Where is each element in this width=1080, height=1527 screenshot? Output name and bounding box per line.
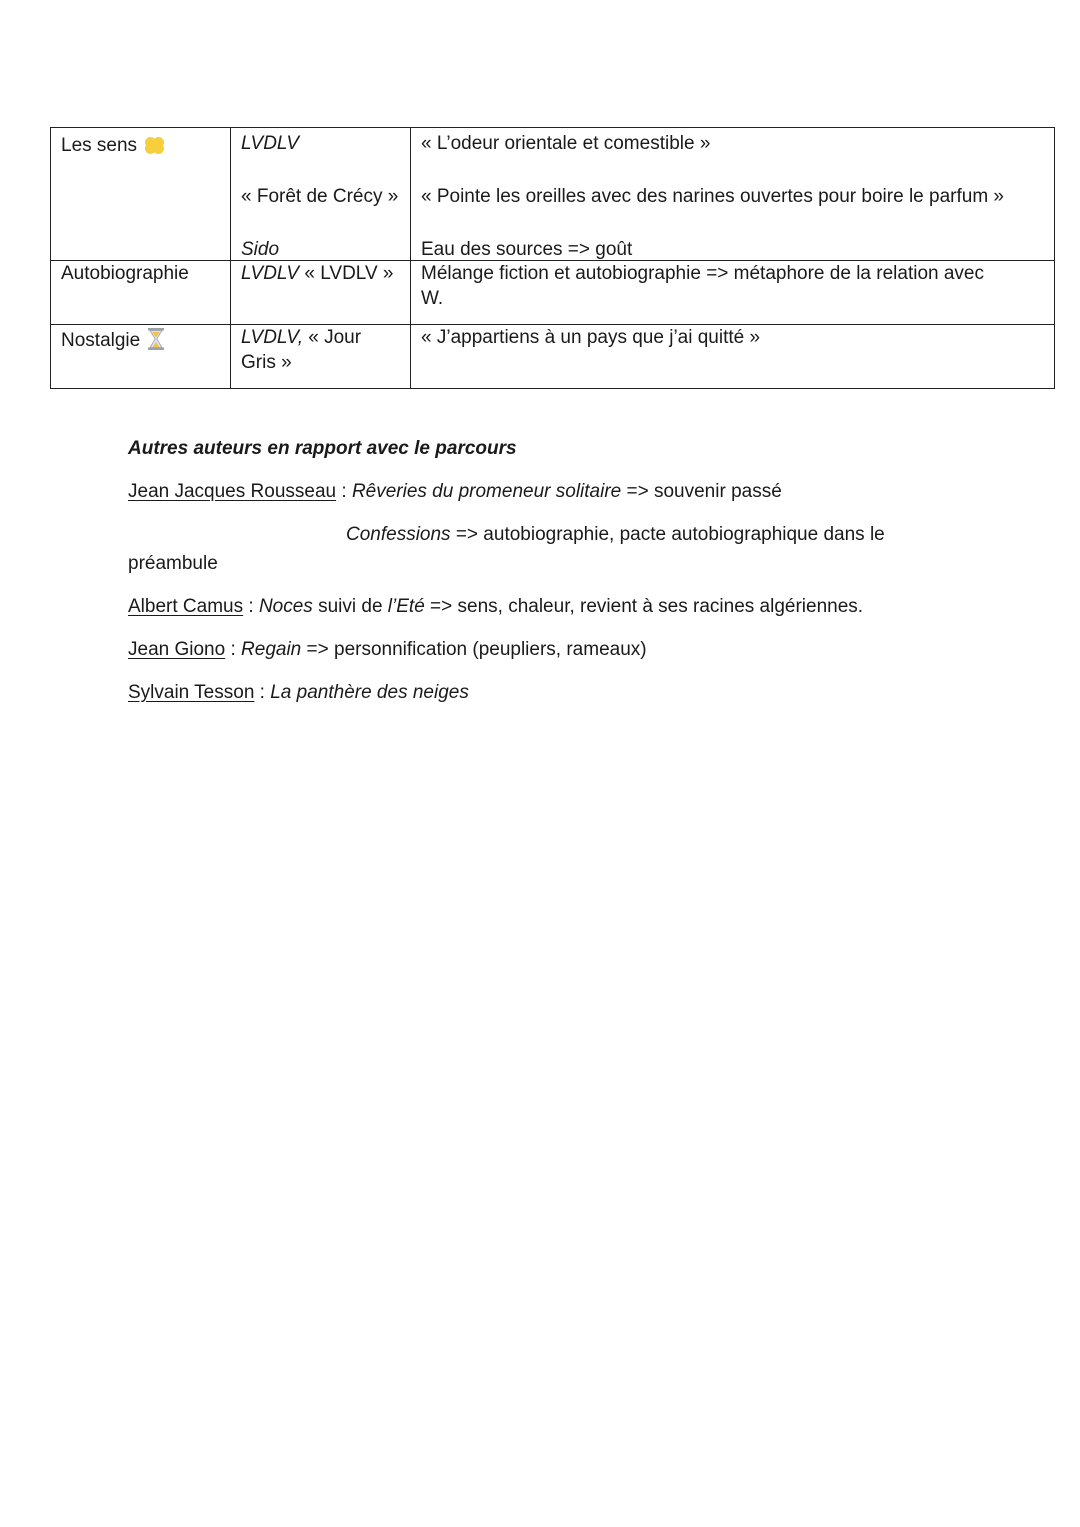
work-title: Rêveries du promeneur solitaire	[351, 481, 622, 502]
table-row	[51, 261, 1055, 325]
quote-cell	[411, 128, 1055, 261]
work-title: « Forêt de Crécy »	[241, 186, 399, 207]
work-cell	[231, 128, 411, 261]
work-cell	[231, 325, 411, 389]
work-title: La panthère des neiges	[270, 682, 469, 703]
work-title: l’Eté	[387, 596, 425, 617]
quote-text: Eau des sources => goût	[421, 239, 633, 260]
theme-label: Les sens	[61, 133, 165, 158]
theme-label: Nostalgie	[61, 327, 166, 353]
entry-continuation: préambule	[128, 553, 218, 574]
author-entry: Sylvain Tesson : La panthère des neiges	[128, 682, 469, 703]
quote-text: « L’odeur orientale et comestible »	[421, 133, 711, 154]
theme-cell	[51, 261, 231, 325]
theme-cell	[51, 128, 231, 261]
author-name: Jean Jacques Rousseau	[128, 481, 337, 502]
quote-cell	[411, 325, 1055, 389]
work-title: LVDLV « LVDLV »	[241, 263, 394, 284]
work-cell	[231, 261, 411, 325]
theme-label: Autobiographie	[61, 263, 189, 284]
work-title: Noces	[258, 596, 313, 617]
section-title: Autres auteurs en rapport avec le parcours	[128, 438, 517, 459]
work-title: LVDLV, « Jour	[241, 327, 362, 348]
themes-table	[50, 127, 1055, 389]
quote-text: « Pointe les oreilles avec des narines ouvertes pour boire le parfum »	[421, 186, 1004, 207]
quote-text: « J’appartiens à un pays que j’ai quitté »	[421, 327, 761, 348]
table-row	[51, 325, 1055, 389]
author-entry: Albert Camus : Noces suivi de l’Eté => sens, chaleur, revient à ses racines algériennes.	[128, 596, 864, 617]
theme-cell	[51, 325, 231, 389]
work-title: Regain	[241, 639, 302, 660]
quote-cell	[411, 261, 1055, 325]
author-name: Jean Giono	[128, 639, 226, 660]
table-row	[51, 128, 1055, 261]
quote-text: Mélange fiction et autobiographie => métaphore de la relation avec	[421, 263, 984, 284]
author-name: Albert Camus	[128, 596, 244, 617]
hourglass-icon	[146, 327, 166, 351]
work-title: Confessions	[346, 524, 451, 545]
author-entry: Jean Jacques Rousseau : Rêveries du promeneur solitaire => souvenir passé	[128, 481, 782, 502]
work-title: Sido	[241, 239, 280, 260]
author-name: Sylvain Tesson	[128, 682, 255, 703]
flower-icon	[143, 136, 165, 154]
author-entry: Jean Giono : Regain => personnification (peupliers, rameaux)	[128, 639, 647, 660]
work-title: Gris »	[241, 352, 292, 373]
work-title: LVDLV	[241, 133, 300, 154]
author-entry: Confessions => autobiographie, pacte autobiographique dans le	[346, 524, 885, 545]
quote-text: W.	[421, 288, 444, 309]
